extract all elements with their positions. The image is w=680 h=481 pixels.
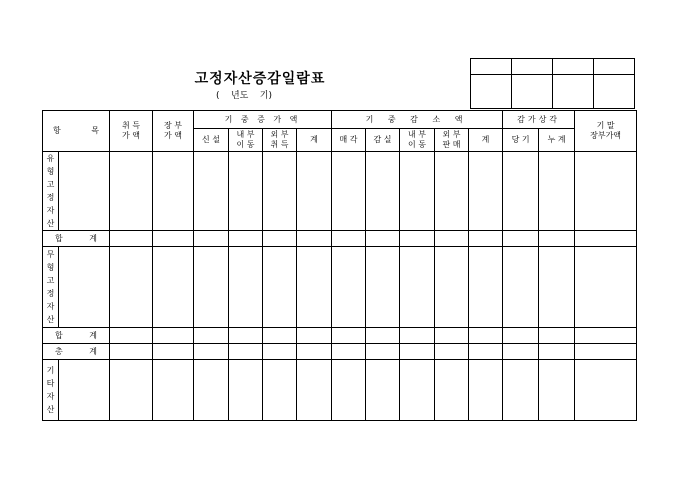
table-cell[interactable] xyxy=(110,360,153,421)
header-item-char-2: 목 xyxy=(91,126,99,135)
table-cell[interactable] xyxy=(110,247,153,328)
header-book-value: 장 부 가 액 xyxy=(153,111,194,152)
table-cell[interactable] xyxy=(297,247,332,328)
table-cell[interactable] xyxy=(332,247,366,328)
subtotal-label: 합 계 xyxy=(43,328,110,344)
header-external-acquisition: 외 부 취 득 xyxy=(263,129,297,152)
grand-total-label: 총 계 xyxy=(43,344,110,360)
table-cell[interactable] xyxy=(153,344,194,360)
table-row-tangible xyxy=(43,152,637,231)
header-current-period: 당 기 xyxy=(503,129,539,152)
header-decrease-total: 계 xyxy=(469,129,503,152)
table-cell[interactable] xyxy=(153,247,194,328)
asset-change-table xyxy=(42,110,637,421)
table-cell[interactable] xyxy=(332,344,366,360)
table-row-subtotal xyxy=(43,231,637,247)
table-cell[interactable] xyxy=(469,152,503,231)
table-cell[interactable] xyxy=(575,344,637,360)
table-cell[interactable] xyxy=(110,344,153,360)
table-cell[interactable] xyxy=(153,152,194,231)
table-cell[interactable] xyxy=(263,328,297,344)
header-acquisition-value: 취 득 가 액 xyxy=(110,111,153,152)
table-cell[interactable] xyxy=(263,360,297,421)
table-cell[interactable] xyxy=(263,152,297,231)
table-cell[interactable] xyxy=(297,344,332,360)
header-item-char-1: 항 xyxy=(53,126,61,135)
table-cell[interactable] xyxy=(59,247,110,328)
table-cell[interactable] xyxy=(332,231,366,247)
header-increase-total: 계 xyxy=(297,129,332,152)
table-cell[interactable] xyxy=(503,152,539,231)
table-row-grand-total xyxy=(43,344,637,360)
header-internal-transfer-in: 내 부 이 동 xyxy=(229,129,263,152)
table-cell[interactable] xyxy=(539,360,575,421)
table-cell[interactable] xyxy=(229,328,263,344)
header-accumulated: 누 계 xyxy=(539,129,575,152)
table-cell[interactable] xyxy=(469,247,503,328)
table-cell[interactable] xyxy=(194,328,229,344)
table-cell[interactable] xyxy=(575,360,637,421)
table-cell[interactable] xyxy=(297,152,332,231)
table-cell[interactable] xyxy=(400,231,435,247)
approval-signature-cell xyxy=(471,75,512,109)
table-cell[interactable] xyxy=(194,344,229,360)
table-cell[interactable] xyxy=(575,152,637,231)
table-cell[interactable] xyxy=(435,328,469,344)
header-new: 신 설 xyxy=(194,129,229,152)
table-cell[interactable] xyxy=(575,247,637,328)
table-cell[interactable] xyxy=(297,360,332,421)
table-row-other xyxy=(43,360,637,421)
section-label-intangible: 무형고정자산 xyxy=(43,247,59,328)
table-cell[interactable] xyxy=(366,360,400,421)
table-cell[interactable] xyxy=(503,247,539,328)
subtotal-label: 합 계 xyxy=(43,231,110,247)
table-cell[interactable] xyxy=(229,360,263,421)
table-cell[interactable] xyxy=(539,231,575,247)
table-cell[interactable] xyxy=(194,152,229,231)
table-cell[interactable] xyxy=(332,360,366,421)
table-cell[interactable] xyxy=(229,152,263,231)
table-cell[interactable] xyxy=(539,344,575,360)
header-external-sale: 외 부 판 매 xyxy=(435,129,469,152)
table-cell[interactable] xyxy=(400,328,435,344)
section-label-other: 기타자산 xyxy=(43,360,59,421)
table-cell[interactable] xyxy=(539,328,575,344)
table-cell[interactable] xyxy=(194,360,229,421)
header-loss: 감 실 xyxy=(366,129,400,152)
approval-signature-cell xyxy=(553,75,594,109)
table-cell[interactable] xyxy=(263,344,297,360)
table-cell[interactable] xyxy=(503,360,539,421)
table-cell[interactable] xyxy=(366,344,400,360)
header-increase-group: 기 중 증 가 액 xyxy=(194,111,332,129)
approval-box xyxy=(470,58,635,109)
table-cell[interactable] xyxy=(575,231,637,247)
header-sale: 매 각 xyxy=(332,129,366,152)
table-cell[interactable] xyxy=(332,328,366,344)
table-cell[interactable] xyxy=(435,231,469,247)
table-cell[interactable] xyxy=(469,328,503,344)
table-cell[interactable] xyxy=(469,231,503,247)
table-cell[interactable] xyxy=(539,247,575,328)
table-row-intangible xyxy=(43,247,637,328)
table-cell[interactable] xyxy=(400,360,435,421)
table-cell[interactable] xyxy=(400,247,435,328)
table-cell[interactable] xyxy=(539,152,575,231)
table-cell[interactable] xyxy=(366,231,400,247)
table-cell[interactable] xyxy=(110,152,153,231)
table-cell[interactable] xyxy=(469,360,503,421)
table-cell[interactable] xyxy=(229,231,263,247)
table-row-subtotal xyxy=(43,328,637,344)
table-cell[interactable] xyxy=(153,231,194,247)
table-cell[interactable] xyxy=(435,360,469,421)
document-subtitle: ( 년도 기) xyxy=(216,91,272,101)
approval-cell xyxy=(471,59,512,75)
table-cell[interactable] xyxy=(229,344,263,360)
table-cell[interactable] xyxy=(400,344,435,360)
table-cell[interactable] xyxy=(503,344,539,360)
table-cell[interactable] xyxy=(297,328,332,344)
header-internal-transfer-out: 내 부 이 동 xyxy=(400,129,435,152)
approval-cell xyxy=(512,59,553,75)
table-cell[interactable] xyxy=(297,231,332,247)
table-cell[interactable] xyxy=(366,328,400,344)
table-cell[interactable] xyxy=(400,152,435,231)
table-cell[interactable] xyxy=(332,152,366,231)
table-cell[interactable] xyxy=(110,328,153,344)
table-cell[interactable] xyxy=(366,247,400,328)
table-cell[interactable] xyxy=(435,247,469,328)
table-cell[interactable] xyxy=(503,328,539,344)
header-ending-book-value: 기 말 장부가액 xyxy=(575,111,637,152)
table-cell[interactable] xyxy=(110,231,153,247)
table-cell[interactable] xyxy=(435,344,469,360)
table-cell[interactable] xyxy=(194,247,229,328)
approval-signature-cell xyxy=(594,75,635,109)
approval-cell xyxy=(594,59,635,75)
table-cell[interactable] xyxy=(469,344,503,360)
table-cell[interactable] xyxy=(59,360,110,421)
table-cell[interactable] xyxy=(229,247,263,328)
header-item xyxy=(43,111,110,152)
table-cell[interactable] xyxy=(59,152,110,231)
header-depreciation-group: 감가상각 xyxy=(503,111,575,129)
table-cell[interactable] xyxy=(503,231,539,247)
table-cell[interactable] xyxy=(153,328,194,344)
table-cell[interactable] xyxy=(194,231,229,247)
table-cell[interactable] xyxy=(435,152,469,231)
table-cell[interactable] xyxy=(366,152,400,231)
header-decrease-group: 기 중 감 소 액 xyxy=(332,111,503,129)
table-cell[interactable] xyxy=(263,231,297,247)
approval-cell xyxy=(553,59,594,75)
table-cell[interactable] xyxy=(575,328,637,344)
document-title: 고정자산증감일람표 xyxy=(194,71,326,87)
table-cell[interactable] xyxy=(153,360,194,421)
table-cell[interactable] xyxy=(263,247,297,328)
section-label-tangible: 유형고정자산 xyxy=(43,152,59,231)
approval-signature-cell xyxy=(512,75,553,109)
